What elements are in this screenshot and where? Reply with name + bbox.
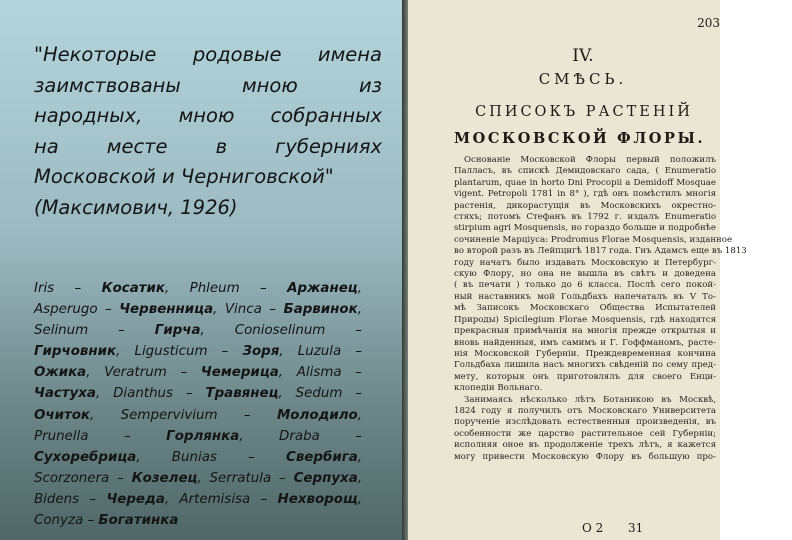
article-title-line-1: [402, 104, 720, 120]
latin-genus-name: ,: [357, 281, 362, 296]
russian-plant-name: Ожика: [34, 365, 87, 381]
russian-plant-name: Серпуха: [293, 470, 358, 486]
plant-names-list: [34, 278, 362, 531]
latin-genus-name: ,: [357, 491, 362, 507]
quote-line: народных, мною собранных: [34, 104, 382, 127]
latin-genus-name: ,: [357, 302, 362, 318]
quote-line: на месте в губерниях: [34, 134, 382, 158]
article-line: стяхъ; потомъ Стефанъ въ 1792 г. издалъ Enumeratio: [454, 212, 716, 223]
quote-text: [34, 40, 382, 223]
russian-plant-name: Молодило: [276, 407, 358, 423]
latin-genus-name: , Dianthus –: [95, 386, 206, 402]
plant-list-row: [34, 405, 362, 426]
article-line: Основаніе Московской Флоры первый положилъ: [464, 155, 716, 165]
latin-genus-name: ,: [357, 470, 362, 486]
plant-list-row: [34, 489, 362, 510]
latin-genus-name: , Conioselinum –: [200, 323, 362, 339]
russian-plant-name: Козелец: [131, 470, 198, 486]
chapter-number: [402, 46, 720, 66]
russian-plant-name: Свербига: [286, 449, 358, 465]
chapter-number-text: IV.: [572, 46, 594, 66]
russian-plant-name: Сухоребрица: [34, 449, 137, 465]
article-line: году начатъ было издавать Московскую и Петербург-: [454, 257, 716, 268]
page-number: 203: [697, 16, 720, 30]
article-title-line-2: МОСКОВСКОЙ ФЛОРЫ.: [454, 130, 706, 147]
plant-list-row: [34, 299, 362, 320]
latin-genus-name: , Draba –: [239, 428, 362, 444]
latin-genus-name: ,: [357, 407, 362, 423]
latin-genus-name: , Ligusticum –: [116, 344, 243, 360]
plant-list-row: [34, 362, 362, 383]
article-line: Гольдбаха лишила насъ многихъ свѣденій по сему пред-: [454, 360, 716, 371]
russian-plant-name: Горлянка: [166, 428, 240, 444]
russian-plant-name: Очиток: [34, 407, 91, 423]
quote-line: Московской и Черниговской": [34, 165, 334, 188]
article-line: скую Флору, но она не вышла въ свѣтъ и доведена: [454, 269, 716, 280]
russian-plant-name: Частуха: [34, 386, 96, 402]
article-line: 1824 году я получилъ отъ Московскаго Университета: [454, 405, 716, 416]
section-heading: [402, 70, 720, 88]
article-line: могу привести Московскую Флору въ большую про-: [454, 451, 716, 462]
plant-list-row: [34, 341, 362, 362]
russian-plant-name: Гирча: [154, 323, 201, 339]
latin-genus-name: , Serratula –: [197, 470, 294, 486]
article-line: Палласъ, въ спискѣ Демидовскаго сада, ( Enumeratio: [454, 166, 716, 177]
latin-genus-name: Prunella –: [34, 428, 167, 444]
russian-plant-name: Аржанец: [287, 281, 358, 296]
article-line: vigent. Petropoli 1781 in 8° ), гдѣ онъ помѣстилъ многія: [454, 189, 716, 200]
latin-genus-name: , Bunias –: [136, 449, 286, 465]
signature-number: 31: [628, 521, 644, 535]
russian-plant-name: Барвинок: [283, 302, 358, 318]
article-line: stirpium agri Mosquensis, но гораздо больше и подробнѣе: [454, 223, 716, 234]
article-line: plantarum, quae in horto Dni Procopii a Demidoff Mosquae: [454, 177, 716, 188]
quote-line: заимствованы мною из: [34, 73, 382, 97]
latin-genus-name: , Alisma –: [278, 365, 362, 381]
article-line: нія Московской Губерніи. Преждевременная кончина: [454, 348, 716, 359]
latin-genus-name: , Artemisisa –: [164, 491, 278, 507]
latin-genus-name: Iris –: [34, 281, 102, 296]
latin-genus-name: Asperugo –: [34, 302, 120, 318]
russian-plant-name: Зоря: [242, 344, 280, 360]
latin-genus-name: Scorzonera –: [34, 470, 132, 486]
article-line: ( въ печати ) только до 6 класса. Послѣ сего покой-: [454, 280, 716, 291]
article-line: Природы) Spicilegium Florae Mosquensis, гдѣ находятся: [454, 314, 716, 325]
article-line: мету, которыя онъ приготовлялъ для своего Енци-: [454, 371, 716, 382]
plant-list-row: [34, 320, 362, 341]
scanned-page: [402, 0, 747, 540]
plant-list-row: [34, 468, 362, 489]
russian-plant-name: Червенница: [119, 302, 214, 318]
latin-genus-name: , Sempervivium –: [90, 407, 277, 423]
latin-genus-name: Selinum –: [34, 323, 155, 339]
plant-list-row: [34, 426, 362, 447]
russian-plant-name: Богатинка: [98, 513, 179, 529]
plant-list-row: [34, 510, 362, 531]
latin-genus-name: , Vinca –: [213, 302, 284, 318]
article-line: клопедіи Вольнаго.: [454, 383, 543, 394]
russian-plant-name: Гирчовник: [34, 344, 117, 360]
latin-genus-name: ,: [357, 449, 362, 465]
latin-genus-name: , Phleum –: [164, 281, 288, 296]
russian-plant-name: Травянец: [205, 386, 279, 402]
article-body: [454, 155, 747, 463]
latin-genus-name: Conyza –: [34, 513, 99, 529]
signature-mark: О 2: [582, 521, 604, 535]
article-title-line-1-text: СПИСОКЪ РАСТЕНІЙ: [475, 104, 693, 120]
russian-plant-name: Чемерица: [200, 365, 279, 381]
article-line: порученіе изслѣдовать естественныя произведенія, въ: [454, 417, 716, 428]
article-line: ный наставникъ мой Гольдбахъ напечаталъ въ V То-: [454, 291, 716, 302]
russian-plant-name: Косатик: [101, 281, 165, 296]
article-line: вновь найденныя, имъ самимъ и Г. Гоффманомъ, расте-: [454, 337, 716, 348]
section-heading-text: СМѢСЬ.: [538, 70, 628, 88]
quote-line: "Некоторые родовые имена: [34, 43, 382, 66]
article-line: прекрасныя примѣчанія на многія прежде открытыя и: [454, 326, 716, 337]
quote-line: (Максимович, 1926): [34, 195, 238, 219]
article-line: мѣ Записокъ Московскаго Общества Испытателей: [454, 303, 716, 314]
article-line: сочиненіе Марціуса: Prodromus Florae Mosquensis, изданное: [454, 234, 733, 245]
latin-genus-name: , Luzula –: [279, 344, 362, 360]
article-line: особенности же царство растительное сей Губерніи;: [454, 428, 716, 439]
russian-plant-name: Нехворощ: [277, 491, 358, 507]
article-line: Занимаясь нѣсколько лѣтъ Ботаникою въ Москвѣ,: [464, 394, 716, 405]
article-line: во второй разъ въ Лейпцигѣ 1817 года. Гнъ Адамсъ еще въ 1813: [454, 246, 747, 257]
plant-list-row: [34, 447, 362, 468]
plant-list-row: [34, 278, 362, 299]
latin-genus-name: , Sedum –: [278, 386, 362, 402]
russian-plant-name: Череда: [106, 491, 165, 507]
latin-genus-name: Bidens –: [34, 491, 107, 507]
plant-list-row: [34, 383, 362, 404]
latin-genus-name: , Veratrum –: [86, 365, 201, 381]
article-line: исполняя оное въ продолженіе трехъ лѣтъ, я кажется: [454, 440, 716, 451]
article-line: растенія, дикорастущія въ Московскихъ окрестно-: [454, 200, 716, 211]
